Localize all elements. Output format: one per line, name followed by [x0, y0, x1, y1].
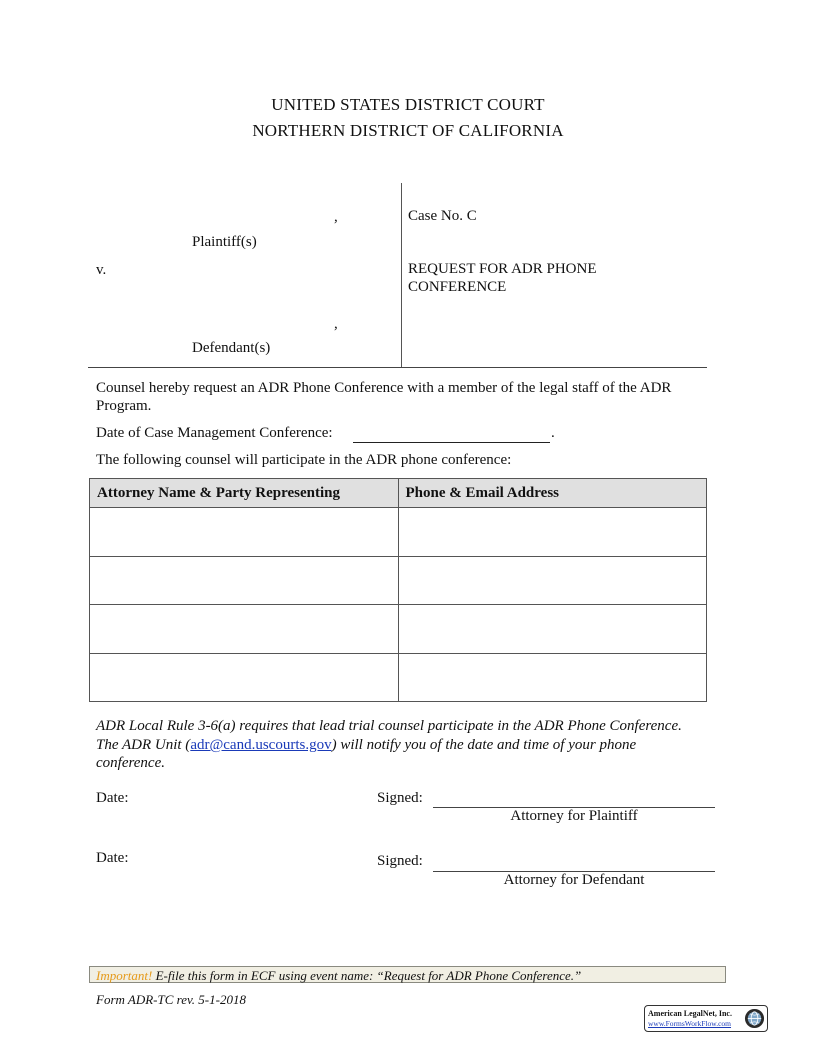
plaintiff-date-label: Date:	[96, 790, 129, 806]
rule-note-after: ) will notify you of the date and time of your phone	[331, 737, 637, 753]
rule-note-line1: ADR Local Rule 3-6(a) requires that lead trial counsel participate in the ADR Phone Conference.	[96, 718, 682, 734]
cmc-date-period: .	[551, 425, 555, 441]
attorney-cell[interactable]	[90, 508, 399, 557]
rule-note-line3: conference.	[96, 755, 165, 771]
table-row	[90, 605, 707, 654]
defendant-role: Attorney for Defendant	[503, 872, 645, 888]
table-header-row	[90, 479, 707, 508]
court-name: UNITED STATES DISTRICT COURT	[271, 95, 545, 114]
plaintiff-signed-label: Signed:	[377, 790, 423, 806]
cmc-date-field[interactable]	[353, 425, 550, 443]
cmc-date-label: Date of Case Management Conference:	[96, 425, 333, 441]
contact-cell[interactable]	[398, 605, 707, 654]
attorney-cell[interactable]	[90, 653, 399, 702]
document-title-line2: CONFERENCE	[408, 279, 507, 295]
attorney-column-header: Attorney Name & Party Representing	[90, 479, 399, 508]
plaintiff-role: Attorney for Plaintiff	[510, 808, 638, 824]
versus-label: v.	[96, 262, 107, 278]
badge-url[interactable]: www.FormsWorkFlow.com	[648, 1019, 732, 1028]
counsel-table	[89, 478, 707, 702]
defendant-label: Defendant(s)	[192, 340, 271, 356]
table-row	[90, 653, 707, 702]
plaintiff-label: Plaintiff(s)	[192, 234, 257, 250]
adr-email-link[interactable]: adr@cand.uscourts.gov	[190, 737, 332, 753]
rule-note-before: The ADR Unit (	[96, 737, 191, 753]
important-label: Important!	[96, 968, 153, 983]
caption-bottom-rule	[88, 367, 707, 368]
plaintiff-comma: ,	[334, 209, 338, 225]
table-row	[90, 508, 707, 557]
district-name: NORTHERN DISTRICT OF CALIFORNIA	[252, 121, 564, 140]
rule-note-line2	[96, 737, 636, 754]
efile-instruction: E-file this form in ECF using event name: “Request for ADR Phone Conference.”	[152, 968, 582, 983]
contact-cell[interactable]	[398, 556, 707, 605]
document-title-line1: REQUEST FOR ADR PHONE	[408, 261, 597, 277]
defendant-comma: ,	[334, 316, 338, 332]
caption-divider	[401, 183, 402, 367]
contact-cell[interactable]	[398, 508, 707, 557]
attorney-cell[interactable]	[90, 556, 399, 605]
table-row	[90, 556, 707, 605]
badge-company: American LegalNet, Inc.	[648, 1009, 732, 1018]
request-text-line2: Program.	[96, 398, 152, 414]
contact-cell[interactable]	[398, 653, 707, 702]
form-revision: Form ADR-TC rev. 5-1-2018	[96, 992, 246, 1007]
case-number: Case No. C	[408, 208, 477, 224]
contact-column-header: Phone & Email Address	[398, 479, 707, 508]
defendant-signed-label: Signed:	[377, 853, 423, 869]
globe-icon	[744, 1008, 765, 1029]
vendor-badge[interactable]	[644, 1005, 768, 1032]
request-text-line1: Counsel hereby request an ADR Phone Conference with a member of the legal staff of the ADR	[96, 380, 672, 396]
efile-notice	[89, 966, 726, 983]
attorney-cell[interactable]	[90, 605, 399, 654]
participants-intro: The following counsel will participate in the ADR phone conference:	[96, 452, 512, 468]
defendant-date-label: Date:	[96, 850, 129, 866]
